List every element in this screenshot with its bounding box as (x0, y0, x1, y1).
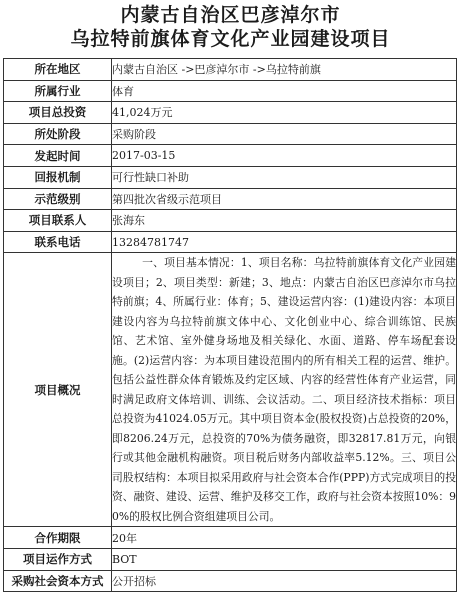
label-phone: 联系电话 (4, 231, 112, 253)
label-contact-person: 项目联系人 (4, 210, 112, 232)
label-overview: 项目概况 (4, 253, 112, 527)
value-phone: 13284781747 (112, 231, 457, 253)
project-info-table (3, 58, 457, 592)
label-cooperation-period: 合作期限 (4, 527, 112, 549)
label-region: 所在地区 (4, 59, 112, 81)
table-row (4, 570, 457, 592)
table-row (4, 188, 457, 210)
table-row (4, 145, 457, 167)
value-industry: 体育 (112, 80, 457, 102)
label-industry: 所属行业 (4, 80, 112, 102)
table-row (4, 210, 457, 232)
value-start-date: 2017-03-15 (112, 145, 457, 167)
table-row-overview (4, 253, 457, 527)
page-header (0, 0, 461, 58)
table-row (4, 80, 457, 102)
table-row (4, 548, 457, 570)
table-row (4, 166, 457, 188)
label-total-investment: 项目总投资 (4, 102, 112, 124)
value-return-mechanism: 可行性缺口补助 (112, 166, 457, 188)
value-stage: 采购阶段 (112, 123, 457, 145)
table-row (4, 527, 457, 549)
value-cooperation-period: 20年 (112, 527, 457, 549)
label-demo-level: 示范级别 (4, 188, 112, 210)
label-start-date: 发起时间 (4, 145, 112, 167)
label-return-mechanism: 回报机制 (4, 166, 112, 188)
label-procurement-method: 采购社会资本方式 (4, 570, 112, 592)
value-procurement-method: 公开招标 (112, 570, 457, 592)
table-row (4, 123, 457, 145)
value-operation-mode: BOT (112, 548, 457, 570)
value-region: 内蒙古自治区 ->巴彦淖尔市 ->乌拉特前旗 (112, 59, 457, 81)
table-row (4, 59, 457, 81)
overview-cell (112, 253, 457, 527)
value-total-investment: 41,024万元 (112, 102, 457, 124)
value-demo-level: 第四批次省级示范项目 (112, 188, 457, 210)
label-operation-mode: 项目运作方式 (4, 548, 112, 570)
table-row (4, 231, 457, 253)
overview-text: 一、项目基本情况：1、项目名称：乌拉特前旗体育文化产业园建设项目；2、项目类型：新建；3、地点：内蒙古自治区巴彦淖尔市乌拉特前旗；4、所属行业：体育；5、建设运营内容：(1)建设内容：本项目建设内容为乌拉特前旗文体中心、文化创业中心、综合训练馆、民族馆、艺术馆、室外健身场地及相关绿化、水面、道路、停车场配套设施。(2)运营内容：为本项目建设范围内的所有相关工程的运营、维护。包括公益性群众体育锻炼及约定区域、内容的经营性体育产业运营，同时满足政府文体培训、训练、会议活动。二、项目经济技术指标：项目总投资为41024.05万元。其中项目资本金(股权投资)占总投资的20%，即8206.24万元，总投资的70%为债务融资，即32817.81万元，向银行或其他金融机构融资。项目税后财务内部收益率5.12%。三、项目公司股权结构：本项目拟采用政府与社会资本合作(PPP)方式完成项目的投资、融资、建设、运营、维护及移交工作，政府与社会资本按照10%：90%的股权比例合资组建项目公司。 (112, 256, 456, 523)
value-contact-person: 张海东 (112, 210, 457, 232)
label-stage: 所处阶段 (4, 123, 112, 145)
title-line-1: 内蒙古自治区巴彦淖尔市 (120, 4, 341, 26)
table-row (4, 102, 457, 124)
title-line-2: 乌拉特前旗体育文化产业园建设项目 (70, 28, 391, 50)
